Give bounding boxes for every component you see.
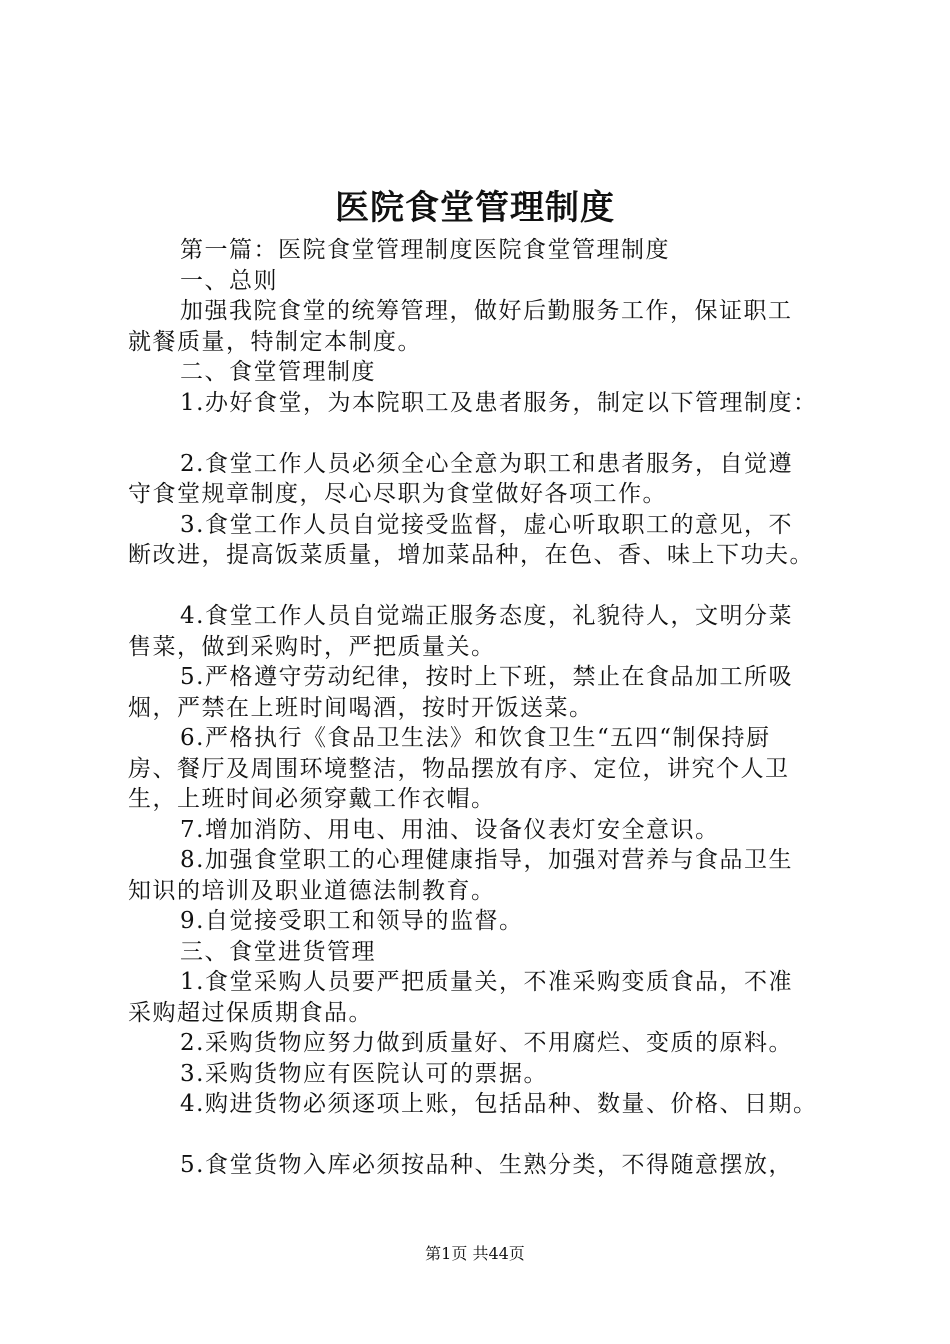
paragraph-line: 生，上班时间必须穿戴工作衣帽。 (128, 786, 496, 812)
section-heading: 一、总则 (180, 267, 278, 294)
paragraph-line: 断改进，提高饭菜质量，增加菜品种，在色、香、味上下功夫。 (128, 542, 814, 568)
paragraph-line: 7.增加消防、用电、用油、设备仪表灯安全意识。 (180, 816, 720, 843)
paragraph-line: 4.购进货物必须逐项上账，包括品种、数量、价格、日期。 (180, 1091, 818, 1117)
paragraph-line: 烟，严禁在上班时间喝酒，按时开饭送菜。 (128, 694, 594, 721)
paragraph-line: 加强我院食堂的统筹管理，做好后勤服务工作，保证职工 (180, 298, 793, 324)
paragraph-line: 2.采购货物应努力做到质量好、不用腐烂、变质的原料。 (180, 1030, 793, 1056)
paragraph-line: 1.办好食堂，为本院职工及患者服务，制定以下管理制度： (180, 389, 818, 416)
document-body (128, 235, 848, 1181)
paragraph-line: 就餐质量，特制定本制度。 (128, 328, 422, 355)
paragraph-line: 2.食堂工作人员必须全心全意为职工和患者服务，自觉遵 (180, 450, 793, 477)
paragraph-line: 知识的培训及职业道德法制教育。 (128, 877, 496, 904)
paragraph-line: 5.严格遵守劳动纪律，按时上下班，禁止在食品加工所吸 (180, 664, 793, 690)
paragraph-line: 9.自觉接受职工和领导的监督。 (180, 908, 524, 934)
blank-line (128, 1120, 848, 1151)
paragraph-line: 采购超过保质期食品。 (128, 999, 373, 1026)
paragraph-line: 第一篇：医院食堂管理制度医院食堂管理制度 (180, 237, 670, 263)
paragraph-line: 8.加强食堂职工的心理健康指导，加强对营养与食品卫生 (180, 847, 793, 873)
paragraph-line: 6.严格执行《食品卫生法》和饮食卫生“五四“制保持厨 (180, 725, 771, 751)
paragraph-line: 5.食堂货物入库必须按品种、生熟分类，不得随意摆放， (180, 1152, 793, 1178)
paragraph-line: 守食堂规章制度，尽心尽职为食堂做好各项工作。 (128, 481, 667, 507)
blank-line (128, 571, 848, 602)
blank-line (128, 418, 848, 449)
section-heading: 二、食堂管理制度 (180, 359, 376, 385)
paragraph-line: 4.食堂工作人员自觉端正服务态度，礼貌待人，文明分菜 (180, 603, 793, 629)
section-heading: 三、食堂进货管理 (180, 938, 376, 965)
paragraph-line: 房、餐厅及周围环境整洁，物品摆放有序、定位，讲究个人卫 (128, 755, 790, 782)
document-title: 医院食堂管理制度 (335, 188, 615, 228)
paragraph-line: 3.采购货物应有医院认可的票据。 (180, 1060, 548, 1087)
page-number-footer: 第1页 共44页 (425, 1244, 525, 1263)
paragraph-line: 1.食堂采购人员要严把质量关，不准采购变质食品，不准 (180, 969, 793, 995)
paragraph-line: 售菜，做到采购时，严把质量关。 (128, 633, 496, 660)
paragraph-line: 3.食堂工作人员自觉接受监督，虚心听取职工的意见，不 (180, 511, 793, 538)
